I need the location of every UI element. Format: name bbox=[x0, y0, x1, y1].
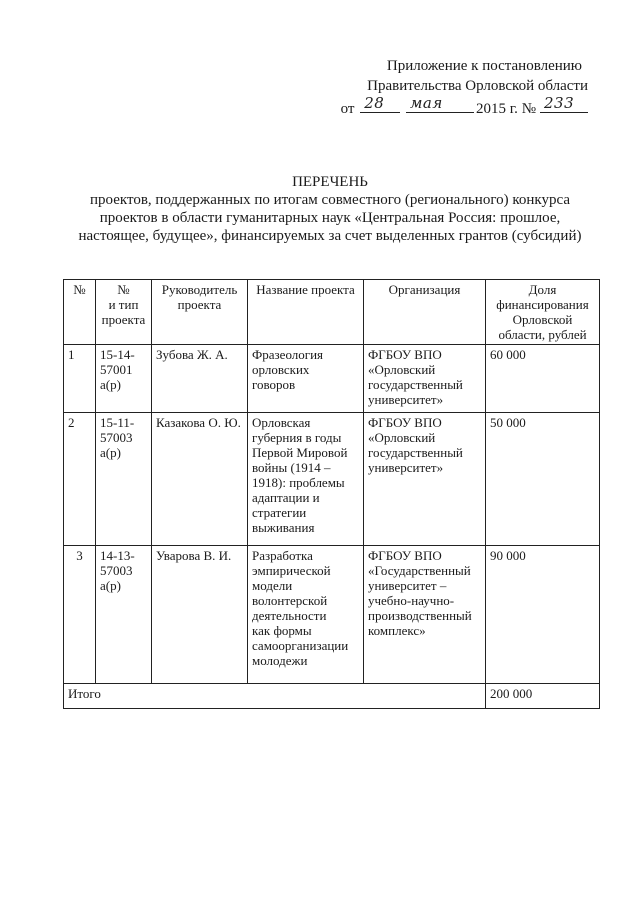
date-day-handwritten: 28 bbox=[364, 94, 385, 112]
funding-amount: 60 000 bbox=[486, 345, 600, 413]
column-header-number: № bbox=[64, 280, 96, 345]
document-description: проектов, поддержанных по итогам совместного (регионального) конкурса проектов в области гуманитарных наук «Центральная Россия: прошлое, настоящее, будущее», финансируемых за счет выделенных грантов (субсидий) bbox=[78, 192, 582, 244]
organization: ФГБОУ ВПО «Государственный университет – учебно-научно- производственный комплекс» bbox=[364, 546, 486, 684]
project-name: Разработка эмпирической модели волонтерской деятельности как формы самоорганизации молодежи bbox=[248, 546, 364, 684]
date-day-field bbox=[360, 96, 400, 113]
project-code: 14-13- 57003 а(р) bbox=[96, 546, 152, 684]
funding-amount: 50 000 bbox=[486, 413, 600, 546]
organization: ФГБОУ ВПО «Орловский государственный университет» bbox=[364, 413, 486, 546]
projects-table bbox=[63, 279, 600, 709]
date-month-handwritten: мая bbox=[409, 94, 443, 112]
row-number: 3 bbox=[64, 546, 96, 684]
total-row bbox=[64, 684, 600, 709]
total-amount: 200 000 bbox=[486, 684, 600, 709]
date-prefix: от bbox=[340, 101, 355, 117]
organization: ФГБОУ ВПО «Орловский государственный университет» bbox=[364, 345, 486, 413]
number-prefix: № bbox=[521, 101, 536, 117]
project-name: Фразеология орловских говоров bbox=[248, 345, 364, 413]
project-head: Казакова О. Ю. bbox=[152, 413, 248, 546]
appendix-line-1: Приложение к постановлению bbox=[386, 58, 582, 74]
project-code: 15-14- 57001 а(р) bbox=[96, 345, 152, 413]
appendix-note bbox=[328, 56, 588, 119]
table-header-row bbox=[64, 280, 600, 345]
project-name: Орловская губерния в годы Первой Мировой войны (1914 – 1918): проблемы адаптации и стратегии выживания bbox=[248, 413, 364, 546]
column-header-project-code: № и тип проекта bbox=[96, 280, 152, 345]
number-handwritten: 233 bbox=[544, 94, 575, 112]
appendix-date-line bbox=[328, 96, 588, 119]
project-head: Уварова В. И. bbox=[152, 546, 248, 684]
table-row bbox=[64, 413, 600, 546]
number-field bbox=[540, 96, 588, 113]
row-number: 2 bbox=[64, 413, 96, 546]
project-code: 15-11- 57003 а(р) bbox=[96, 413, 152, 546]
funding-amount: 90 000 bbox=[486, 546, 600, 684]
table-row bbox=[64, 546, 600, 684]
document-title: ПЕРЕЧЕНЬ bbox=[292, 174, 368, 190]
project-head: Зубова Ж. А. bbox=[152, 345, 248, 413]
column-header-project-name: Название проекта bbox=[248, 280, 364, 345]
total-label: Итого bbox=[64, 684, 486, 709]
document-heading bbox=[60, 173, 600, 245]
table-row bbox=[64, 345, 600, 413]
column-header-project-head: Руководитель проекта bbox=[152, 280, 248, 345]
column-header-organization: Организация bbox=[364, 280, 486, 345]
date-month-field bbox=[406, 96, 474, 113]
date-year: 2015 г. bbox=[475, 101, 518, 117]
column-header-funding-share: Доля финансирования Орловской области, рублей bbox=[486, 280, 600, 345]
appendix-line-2: Правительства Орловской области bbox=[367, 78, 588, 94]
row-number: 1 bbox=[64, 345, 96, 413]
